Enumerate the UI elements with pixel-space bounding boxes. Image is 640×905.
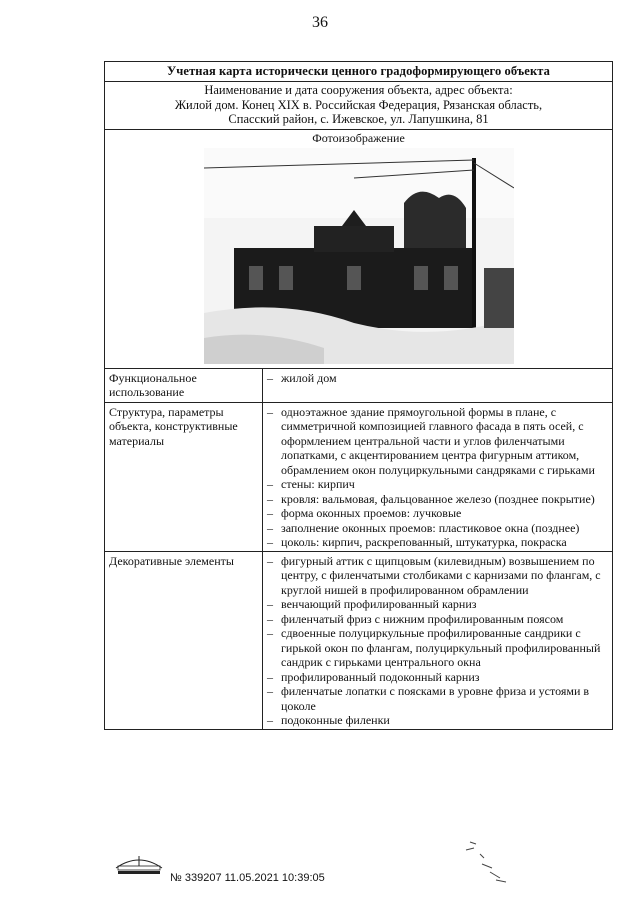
dash-bullet: – xyxy=(267,684,273,698)
list-item: – венчающий профилированный карниз xyxy=(267,597,477,611)
list-item: – стены: кирпич xyxy=(267,477,355,491)
signature-mark xyxy=(462,836,512,886)
list-item: – филенчатый фриз с нижним профилированным поясом xyxy=(267,611,564,626)
row-decorative xyxy=(105,552,612,729)
dash-bullet: – xyxy=(267,597,273,611)
dash-bullet: – xyxy=(267,553,273,568)
list-item: – одноэтажное здание прямоугольной формы в плане, с симметричной композицией главного фасада в пять осей, с оформлением центральной части и углов филенчатыми лопатками, с акцентированием центра фигурным аттиком, обрамлением окон полуциркульными сандряками с гирьками xyxy=(267,404,595,477)
row-items xyxy=(263,552,612,729)
list-item: – цоколь: кирпич, раскрепованный, штукатурка, покраска xyxy=(267,535,567,549)
dash-bullet: – xyxy=(267,520,273,535)
dash-bullet: – xyxy=(267,491,273,506)
government-seal-logo xyxy=(112,854,166,876)
row-label: Структура, параметры объекта, конструктивные материалы xyxy=(105,403,263,551)
dash-bullet: – xyxy=(267,370,273,385)
page-number: 36 xyxy=(312,14,328,31)
list-item: – профилированный подоконный карниз xyxy=(267,669,480,684)
photo-block xyxy=(105,130,612,369)
document-registration-stamp: № 339207 11.05.2021 10:39:05 xyxy=(170,872,325,884)
dash-bullet: – xyxy=(267,535,273,549)
list-item: – филенчатые лопатки с поясками в уровне фриза и устоями в цоколе xyxy=(267,684,590,713)
building-photo xyxy=(204,148,514,364)
row-items xyxy=(263,403,612,551)
object-name-line-1: Жилой дом. Конец XIX в. Российская Федерация, Рязанская область, xyxy=(174,97,543,112)
object-name-block xyxy=(105,82,612,130)
list-item: – сдвоенные полуциркульные профилированные сандрики с гирькой окон по флангам, полуциркульный профилированный сандрик с гирьками центрального окна xyxy=(267,626,601,669)
list-item: – жилой дом xyxy=(267,370,337,385)
row-items xyxy=(263,369,612,402)
list-item: – форма оконных проемов: лучковые xyxy=(267,506,462,520)
dash-bullet: – xyxy=(267,404,273,419)
dash-bullet: – xyxy=(267,626,273,640)
dash-bullet: – xyxy=(267,669,273,684)
row-label: Декоративные элементы xyxy=(105,552,263,729)
registration-card xyxy=(104,61,613,730)
dash-bullet: – xyxy=(267,477,273,491)
dash-bullet: – xyxy=(267,611,273,626)
list-item: – подоконные филенки xyxy=(267,713,390,727)
row-label: Функциональное использование xyxy=(105,369,263,402)
list-item: – фигурный аттик с щипцовым (килевидным) возвышением по центру, с филенчатыми столбиками с карнизами по флангам, с круглой нишей в профилированном обрамлении xyxy=(267,553,601,597)
dash-bullet: – xyxy=(267,506,273,520)
object-name-header: Наименование и дата сооружения объекта, адрес объекта: xyxy=(204,83,513,97)
row-structure xyxy=(105,403,612,552)
photo-label: Фотоизображение xyxy=(312,130,405,145)
card-title: Учетная карта исторически ценного градоформирующего объекта xyxy=(105,62,612,82)
list-item: – заполнение оконных проемов: пластиковое окна (позднее) xyxy=(267,520,580,535)
object-name-line-2: Спасский район, с. Ижевское, ул. Лапушкина, 81 xyxy=(228,112,489,126)
dash-bullet: – xyxy=(267,713,273,727)
row-functional-use xyxy=(105,369,612,403)
list-item: – кровля: вальмовая, фальцованное железо (позднее покрытие) xyxy=(267,491,595,506)
